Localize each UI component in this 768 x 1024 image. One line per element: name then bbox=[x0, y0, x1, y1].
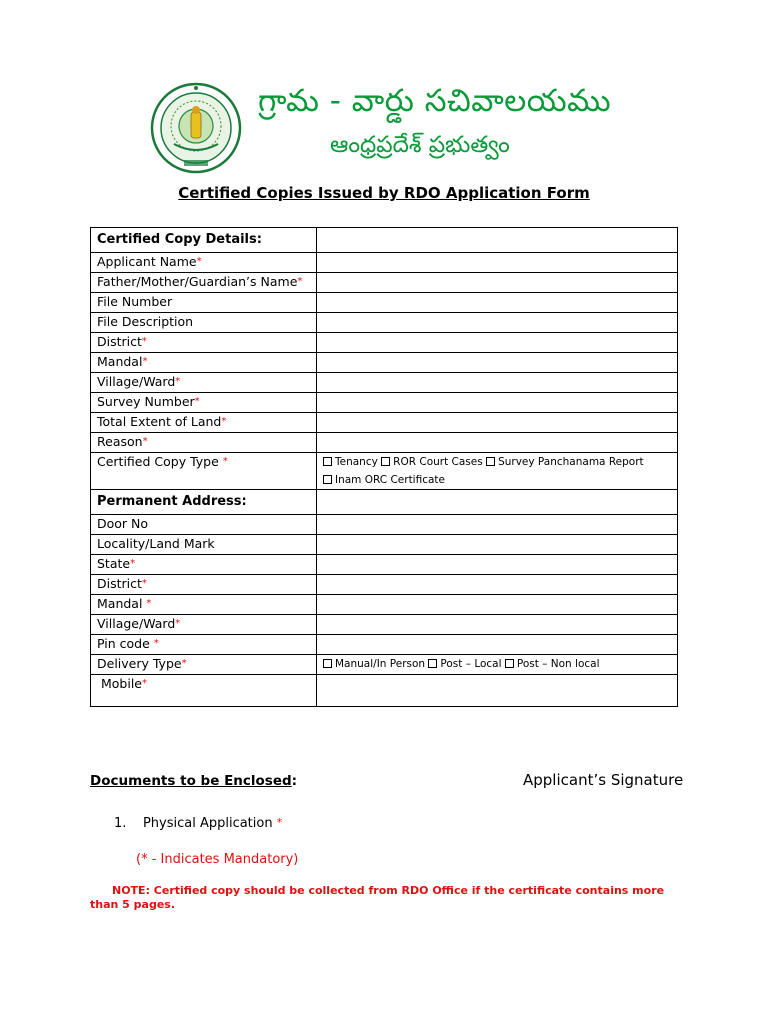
state-field[interactable] bbox=[317, 555, 678, 575]
table-row bbox=[91, 575, 678, 595]
permanent-address-section-value bbox=[317, 490, 678, 515]
checkbox-icon bbox=[323, 659, 332, 668]
applicant-name-field[interactable] bbox=[317, 253, 678, 273]
locality-label: Locality/Land Mark bbox=[91, 535, 317, 555]
andhra-pradesh-emblem-icon bbox=[150, 82, 242, 174]
required-marker: * bbox=[142, 356, 148, 367]
file-number-field[interactable] bbox=[317, 293, 678, 313]
table-row bbox=[91, 555, 678, 575]
village-ward-label: Village/Ward bbox=[97, 374, 176, 389]
collection-note: NOTE: Certified copy should be collected from RDO Office if the certificate contains more than 5 pages. bbox=[90, 884, 665, 911]
applicant-signature-label: Applicant’s Signature bbox=[523, 771, 684, 789]
checkbox-tenancy[interactable]: Tenancy bbox=[323, 456, 378, 468]
required-marker: * bbox=[142, 678, 147, 689]
permanent-district-label: District bbox=[97, 576, 142, 591]
permanent-village-ward-field[interactable] bbox=[317, 615, 678, 635]
required-marker: * bbox=[141, 578, 147, 589]
district-label: District bbox=[97, 334, 142, 349]
form-title: Certified Copies Issued by RDO Application Form bbox=[178, 184, 590, 202]
required-marker: * bbox=[141, 336, 147, 347]
table-row bbox=[91, 515, 678, 535]
checkbox-post-local[interactable]: Post – Local bbox=[428, 658, 501, 670]
required-marker: * bbox=[221, 416, 227, 427]
file-description-field[interactable] bbox=[317, 313, 678, 333]
required-marker: * bbox=[175, 618, 181, 629]
guardian-name-label: Father/Mother/Guardian’s Name bbox=[97, 274, 298, 289]
permanent-village-ward-label: Village/Ward bbox=[97, 616, 176, 631]
checkbox-icon bbox=[323, 457, 332, 466]
application-form-table bbox=[90, 227, 678, 707]
district-field[interactable] bbox=[317, 333, 678, 353]
permanent-district-field[interactable] bbox=[317, 575, 678, 595]
certified-copy-section-label: Certified Copy Details: bbox=[91, 228, 317, 253]
mobile-label: Mobile bbox=[100, 676, 142, 691]
permanent-mandal-field[interactable] bbox=[317, 595, 678, 615]
survey-number-label: Survey Number bbox=[97, 394, 195, 409]
state-label: State bbox=[97, 556, 131, 571]
table-row bbox=[91, 595, 678, 615]
checkbox-manual-in-person[interactable]: Manual/In Person bbox=[323, 658, 425, 670]
table-row bbox=[91, 535, 678, 555]
locality-field[interactable] bbox=[317, 535, 678, 555]
required-marker: * bbox=[196, 256, 202, 267]
documents-heading: Documents to be Enclosed: bbox=[90, 773, 298, 789]
required-marker: * bbox=[222, 456, 228, 467]
mobile-field[interactable] bbox=[317, 675, 678, 707]
permanent-address-section-label: Permanent Address: bbox=[91, 490, 317, 515]
checkbox-icon bbox=[486, 457, 495, 466]
checkbox-icon bbox=[505, 659, 514, 668]
required-marker: * bbox=[297, 276, 303, 287]
reason-label: Reason bbox=[97, 434, 143, 449]
checkbox-icon bbox=[428, 659, 437, 668]
required-marker: * bbox=[146, 598, 152, 609]
table-row bbox=[91, 655, 678, 675]
mandal-field[interactable] bbox=[317, 353, 678, 373]
table-row bbox=[91, 393, 678, 413]
required-marker: * bbox=[194, 396, 200, 407]
table-row bbox=[91, 675, 678, 707]
checkbox-post-non-local[interactable]: Post – Non local bbox=[505, 658, 600, 670]
table-row bbox=[91, 228, 678, 253]
checkbox-icon bbox=[323, 475, 332, 484]
physical-application-label: Physical Application bbox=[142, 816, 273, 831]
door-no-label: Door No bbox=[91, 515, 317, 535]
required-marker: * bbox=[181, 658, 187, 669]
pin-code-label: Pin code bbox=[97, 636, 150, 651]
checkbox-survey-panchanama[interactable]: Survey Panchanama Report bbox=[486, 456, 644, 468]
table-row bbox=[91, 273, 678, 293]
permanent-mandal-label: Mandal bbox=[97, 596, 143, 611]
table-row bbox=[91, 313, 678, 333]
certified-copy-section-value bbox=[317, 228, 678, 253]
table-row bbox=[91, 293, 678, 313]
table-row bbox=[91, 490, 678, 515]
total-extent-label: Total Extent of Land bbox=[97, 414, 222, 429]
checkbox-inam-orc[interactable]: Inam ORC Certificate bbox=[323, 474, 445, 486]
required-marker: * bbox=[153, 638, 159, 649]
list-item bbox=[114, 816, 282, 831]
table-row bbox=[91, 615, 678, 635]
copy-type-label: Certified Copy Type bbox=[97, 454, 219, 469]
file-description-label: File Description bbox=[91, 313, 317, 333]
village-ward-field[interactable] bbox=[317, 373, 678, 393]
guardian-name-field[interactable] bbox=[317, 273, 678, 293]
list-item-number: 1. bbox=[114, 816, 127, 831]
table-row bbox=[91, 433, 678, 453]
required-marker: * bbox=[276, 816, 283, 829]
table-row bbox=[91, 253, 678, 273]
table-row bbox=[91, 353, 678, 373]
table-row bbox=[91, 373, 678, 393]
total-extent-field[interactable] bbox=[317, 413, 678, 433]
table-row bbox=[91, 635, 678, 655]
checkbox-icon bbox=[381, 457, 390, 466]
copy-type-options bbox=[317, 453, 678, 490]
applicant-name-label: Applicant Name bbox=[97, 254, 197, 269]
table-row bbox=[91, 413, 678, 433]
survey-number-field[interactable] bbox=[317, 393, 678, 413]
door-no-field[interactable] bbox=[317, 515, 678, 535]
mandal-label: Mandal bbox=[97, 354, 143, 369]
header-title: గ్రామ - వార్డు సచివాలయము bbox=[258, 83, 612, 119]
required-marker: * bbox=[130, 558, 136, 569]
file-number-label: File Number bbox=[91, 293, 317, 313]
checkbox-ror-court-cases[interactable]: ROR Court Cases bbox=[381, 456, 483, 468]
delivery-type-label: Delivery Type bbox=[97, 656, 182, 671]
reason-field[interactable] bbox=[317, 433, 678, 453]
mandatory-note: (* - Indicates Mandatory) bbox=[136, 852, 299, 867]
table-row bbox=[91, 333, 678, 353]
header-subtitle: ఆంధ్రప్రదేశ్ ప్రభుత్వం bbox=[330, 132, 510, 158]
required-marker: * bbox=[142, 436, 148, 447]
table-row bbox=[91, 453, 678, 490]
pin-code-field[interactable] bbox=[317, 635, 678, 655]
required-marker: * bbox=[175, 376, 181, 387]
delivery-type-options bbox=[317, 655, 678, 675]
